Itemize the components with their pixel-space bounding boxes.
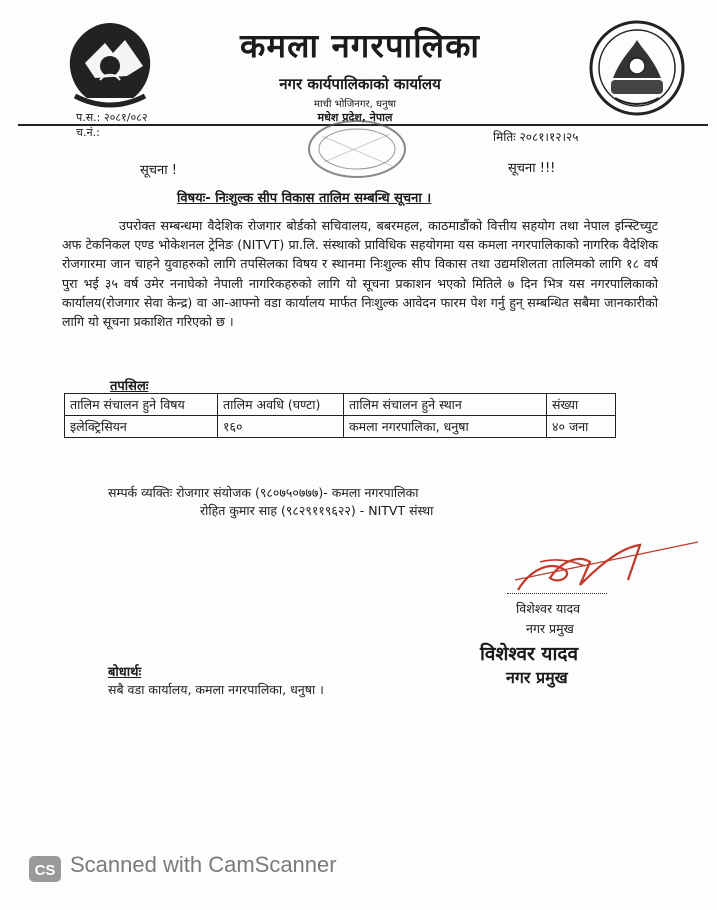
cell-location: कमला नगरपालिका, धनुषा (344, 416, 547, 438)
address-line-2: मधेश प्रदेश, नेपाल (317, 111, 393, 124)
office-stamp-icon (302, 118, 412, 180)
signatory-name: विशेश्वर यादव (516, 601, 581, 616)
cc-recipients: सबै वडा कार्यालय, कमला नगरपालिका, धनुषा । (108, 682, 324, 697)
notice-subject: विषयः- निःशुल्क सीप विकास तालिम सम्बन्धि सूचना । (177, 191, 432, 206)
notice-label-right: सूचना !!! (508, 161, 556, 176)
table-caption: तपसिलः (110, 379, 149, 394)
office-subtitle: नगर कार्यपालिकाको कार्यालय (279, 75, 441, 93)
svg-text:CS: CS (34, 862, 56, 879)
signatory-stamp-name: विशेश्वर यादव (480, 643, 579, 665)
header-cell-subject: तालिम संचालन हुने विषय (65, 394, 218, 416)
contact-person-2: रोहित कुमार साह (९८२९११९६२२) - NITVT संस्था (200, 503, 434, 518)
nepal-emblem-icon (55, 18, 165, 113)
training-details-table (64, 393, 616, 438)
cc-label: बोधार्थः (108, 665, 142, 680)
fiscal-year-ref: प.स.: २०८१/०८२ (76, 111, 148, 124)
signature-icon (510, 540, 700, 600)
table-row (65, 416, 616, 438)
contact-person-1: सम्पर्क व्यक्तिः रोजगार संयोजक (९८०७५०७७७)- कमला नगरपालिका (108, 485, 419, 500)
cell-duration: १६० (218, 416, 344, 438)
notice-label-left: सूचना ! (140, 163, 177, 178)
address-line-1: माची भोजिनगर, धनुषा (313, 99, 397, 110)
letter-date: मितिः २०८१।१२।२५ (493, 130, 579, 144)
signature-line (507, 593, 607, 594)
header-cell-duration: तालिम अवधि (घण्टा) (218, 394, 344, 416)
signatory-position: नगर प्रमुख (526, 621, 574, 636)
table-header-row (65, 394, 616, 416)
municipality-title: कमला नगरपालिका (240, 26, 480, 65)
notice-body: उपरोक्त सम्बन्धमा वैदेशिक रोजगार बोर्डको सचिवालय, बबरमहल, काठमाडौंको वित्तीय सहयोग तथा नेपाल इन्स्टिच्युट अफ टेकनिकल एण्ड भोकेशनल ट्रेनिङ (NITVT) प्रा.लि. संस्थाको प्राविधिक सहयोगमा यस कमला नगरपालिकाको नागरिक वैदेशिक रोजगारमा जान चाहने युवाहरुको लागि तपसिलका विषय र स्थानमा निःशुल्क सीप विकास तथा उद्यमशिलता तालिमको लागि १८ वर्ष पुरा भई ३५ वर्ष उमेर ननाघेको नेपाली नागरिकहरुको लागि यो सूचना प्रकाशन भएको मितिले ७ दिन भित्र यस नगरपालिकाको कार्यालय(रोजगार सेवा केन्द्र) वा आ-आफ्नो वडा कार्यालय मार्फत निःशुल्क आवेदन फारम पेश गर्नु हुन् सम्बन्धित सबैमा जानकारीको लागि यो सूचना प्रकाशित गरिएको छ । (62, 218, 658, 330)
camscanner-logo-icon (28, 855, 62, 883)
dispatch-number: च.नं.: (76, 126, 100, 139)
cell-subject: इलेक्ट्रिसियन (65, 416, 218, 438)
header-cell-count: संख्या (547, 394, 616, 416)
camscanner-watermark: Scanned with CamScanner (70, 852, 337, 877)
cell-count: ४० जना (547, 416, 616, 438)
header-cell-location: तालिम संचालन हुने स्थान (344, 394, 547, 416)
signatory-stamp-position: नगर प्रमुख (506, 668, 568, 687)
municipality-logo-icon (585, 18, 690, 118)
